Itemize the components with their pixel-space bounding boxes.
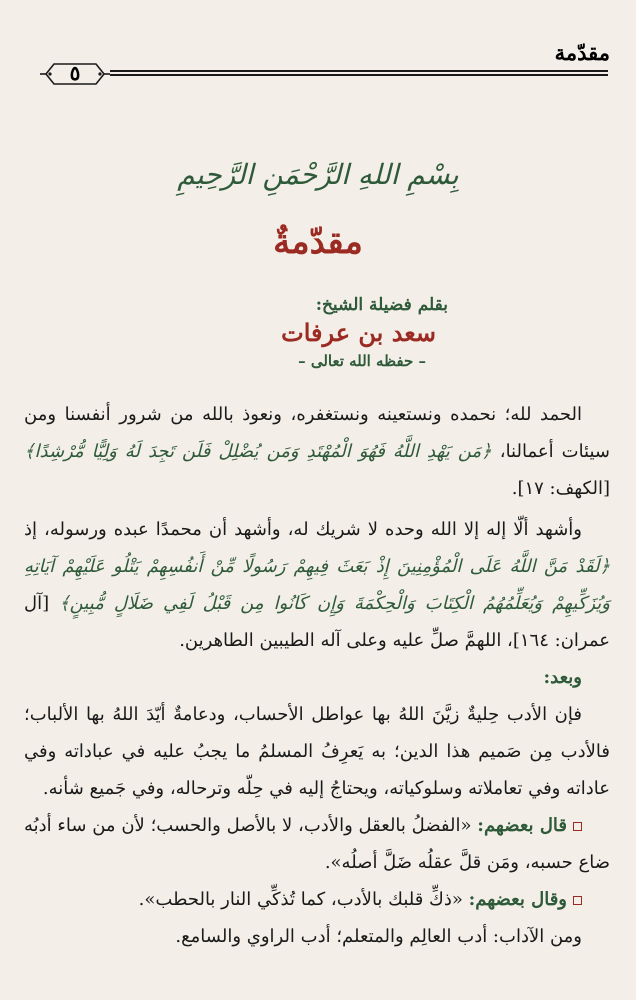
quote-text: «الفضلُ بالعقل والأدب، لا بالأصل والحسب؛ لأن من ساء أدبُه ضاع حسبه، ومَن قلَّ عقلُه ضَلَّ أصلُه».: [24, 815, 610, 873]
byline-prefix: بقلم فضيلة الشيخ:: [315, 295, 448, 315]
square-bullet-icon: [573, 896, 582, 905]
quote-label: وقال بعضهم:: [468, 889, 567, 910]
verse-reference: [آل عمران: ١٦٤]، اللهمَّ صلِّ عليه وعلى آله الطيبين الطاهرين.: [24, 593, 610, 651]
wa-baad-heading: [24, 659, 610, 696]
paragraph-4: ومن الآداب: أدب العالِم والمتعلم؛ أدب الراوي والسامع.: [175, 926, 582, 947]
paragraph-3: فإن الأدب حِليةٌ زيَّنَ اللهُ بها عواطل الأحساب، ودعامةٌ أيّدَ اللهُ بها الألباب؛ فالأدب مِن صَميم هذا الدين؛ به يَعرِفُ المسلمُ ما يجبُ عليه في عباداته وفي عاداته وفي تعاملاته وسلوكياته، ويحتاجُ إليه في حِلّه وترحاله، وفي جَميع شأنه.: [24, 704, 610, 799]
page-number-badge: [40, 60, 110, 88]
quote-text: «ذكِّ قلبك بالأدب، كما تُذكِّي النار بالحطب».: [138, 889, 469, 910]
quran-verse: ﴿لَقَدْ مَنَّ اللَّهُ عَلَى الْمُؤْمِنِينَ إِذْ بَعَثَ فِيهِمْ رَسُولًا مِّنْ أَنفُسِهِمْ يَتْلُو عَلَيْهِمْ آيَاتِهِ وَيُزَكِّيهِمْ وَيُعَلِّمُهُمُ الْكِتَابَ وَالْحِكْمَةَ وَإِن كَانُوا مِن قَبْلُ لَفِي ضَلَالٍ مُّبِينٍ﴾: [24, 556, 610, 614]
paragraph-text: الحمد لله؛ نحمده ونستعينه ونستغفره، ونعوذ بالله من شرور أنفسنا ومن سيئات أعمالنا،: [24, 404, 610, 462]
running-title: مقدّمة: [554, 40, 610, 65]
basmala-calligraphy: بِسْمِ اللهِ الرَّحْمَنِ الرَّحِيمِ: [177, 158, 459, 191]
page-title: مقدّمةٌ: [273, 222, 363, 262]
author-name: سعد بن عرفات: [281, 318, 436, 347]
author-honorific: – حفظه الله تعالى –: [298, 352, 426, 370]
quote-label: قال بعضهم:: [477, 815, 567, 836]
wa-baad-label: وبعد:: [543, 667, 582, 688]
square-bullet-icon: [573, 822, 582, 831]
paragraph-2: [24, 511, 610, 659]
verse-reference: [الكهف: ١٧].: [511, 478, 610, 499]
header-rule: [30, 70, 608, 74]
page-number: ٥: [69, 61, 81, 85]
paragraph-1: [24, 396, 610, 507]
quote-1: [24, 807, 610, 881]
quote-2: [24, 881, 610, 918]
quran-verse: ﴿مَن يَهْدِ اللَّهُ فَهُوَ الْمُهْتَدِ وَمَن يُضْلِلْ فَلَن تَجِدَ لَهُ وَلِيًّا مُّرْشِدًا﴾: [24, 441, 492, 462]
body-text: [24, 396, 610, 955]
paragraph-text: وأشهد ألّا إله إلا الله وحده لا شريك له، وأشهد أن محمدًا عبده ورسوله، إذ: [24, 519, 582, 540]
